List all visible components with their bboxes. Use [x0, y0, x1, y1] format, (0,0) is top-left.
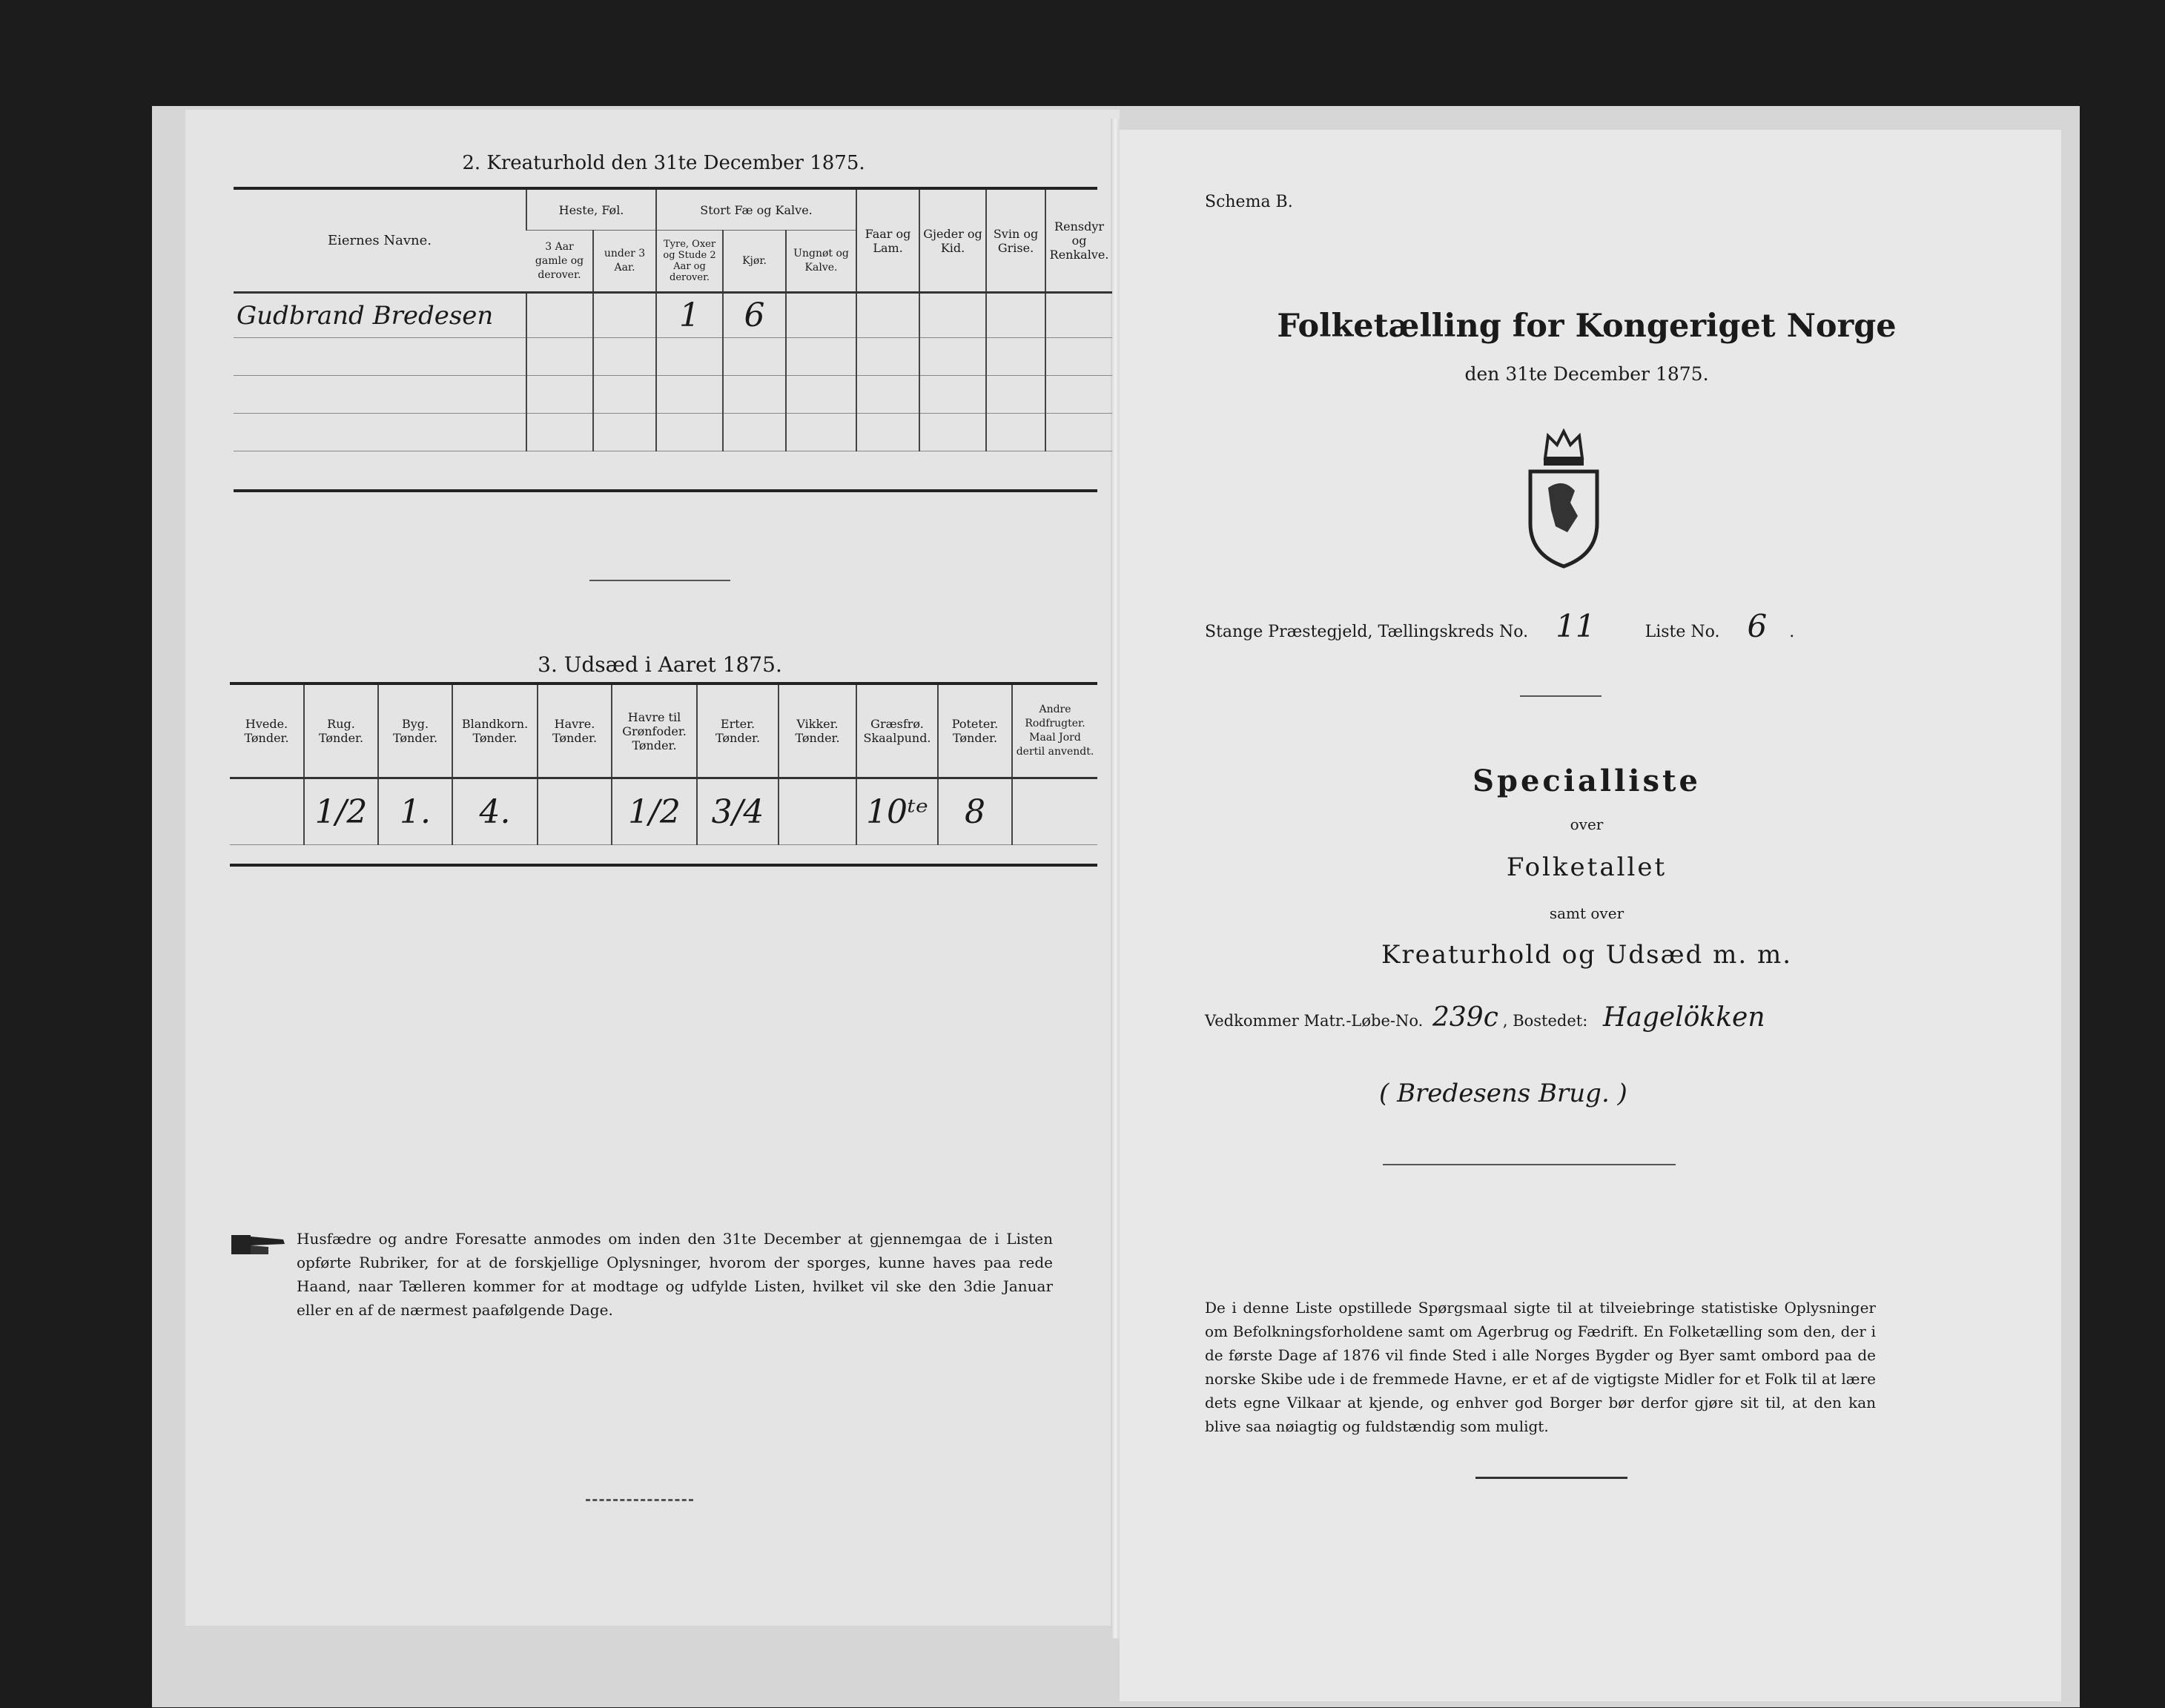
bosted-value: Hagelökken: [1603, 1002, 1765, 1033]
root-crops-header: Andre Rodfrugter. Maal Jord dertil anvendt.: [1012, 685, 1097, 778]
matr-line: [1205, 1002, 1872, 1033]
bottom-dash: [586, 1499, 693, 1501]
horses-under3-header: under 3 Aar.: [593, 231, 656, 293]
potatoes-header: Poteter. Tønder.: [938, 685, 1012, 778]
sowing-table: [230, 685, 1097, 845]
goats-header: Gjeder og Kid.: [919, 190, 986, 293]
kreds-label: Tællingskreds No.: [1378, 623, 1529, 641]
wheat-header: Hvede. Tønder.: [244, 717, 289, 745]
vetch-value: [779, 778, 856, 845]
livestock-table: [234, 190, 1112, 451]
pointing-hand-icon: [230, 1229, 289, 1259]
grass-seed-header: Græsfrø. Skaalpund.: [856, 685, 938, 778]
vetch-header: Vikker. Tønder.: [779, 685, 856, 778]
footer-rule: [1475, 1477, 1627, 1479]
parenthetical-note: ( Bredesens Brug. ): [1379, 1079, 1627, 1108]
reindeer-header: Rensdyr og Renkalve.: [1045, 190, 1112, 293]
owner-name-cell: Gudbrand Bredesen: [234, 293, 526, 338]
barley-header: Byg. Tønder.: [378, 685, 452, 778]
root-crops-value: [1012, 778, 1097, 845]
right-separator: [1520, 695, 1602, 697]
horses-3yr-header: 3 Aar gamle og derover.: [535, 240, 584, 281]
oats-header: Havre. Tønder.: [538, 685, 612, 778]
norway-lion-crest-icon: [1526, 428, 1602, 569]
grass-seed-value: 10ᵗᵉ: [856, 778, 938, 845]
horses-header: Heste, Føl.: [526, 190, 656, 231]
parish-line: Stange Præstegjeld, Tællingskreds No. 11 Liste No. 6 .: [1205, 608, 1795, 644]
oats-value: [538, 778, 612, 845]
bosted-label: , Bostedet:: [1502, 1012, 1588, 1030]
liste-label: Liste No.: [1645, 623, 1720, 641]
bulls-header: Tyre, Oxer og Stude 2 Aar og derover.: [656, 231, 723, 293]
mixed-grain-header: Blandkorn. Tønder.: [452, 685, 538, 778]
section2-title: 2. Kreaturhold den 31te December 1875.: [462, 152, 865, 174]
footer-text: De i denne Liste opstillede Spørgsmaal sigte til at tilveiebringe statistiske Oplysninger om Befolkningsforholdene samt om Agerbrug og Fædrift. En Folketælling som den, der i de første Dage af 1876 vil finde Sted i alle Norges Bygder og Byer samt ombord paa de norske Skibe ude i de fremmede Havne, er et af de vigtigste Midler for et Folk til at lære dets egne Vilkaar at kjende, og enhver god Borger bør derfor gjøre sit til, at den kan blive saa nøiagtig og fuldstændig som muligt.: [1205, 1299, 1876, 1435]
peas-header: Erter. Tønder.: [697, 685, 779, 778]
green-fodder-oats-value: 1/2: [612, 778, 697, 845]
bulls-cell: 1: [656, 293, 723, 338]
cows-cell: 6: [723, 293, 786, 338]
section2-bottom-rule: [234, 489, 1097, 492]
wheat-value: [230, 778, 304, 845]
notice-text: Husfædre og andre Foresatte anmodes om inden den 31te December at gjennemgaa de i Listen opførte Rubriker, for at de forskjellige Oplysninger, hvorom der sporges, kunne haves paa rede Haand, naar Tælleren kommer for at modtage og udfylde Listen, hvilket vil ske den 3die Januar eller en af de nærmest paafølgende Dage.: [297, 1230, 1053, 1319]
mixed-grain-value: 4.: [452, 778, 538, 845]
special-list-title: Specialliste: [1472, 764, 1701, 798]
peas-value: 3/4: [697, 778, 779, 845]
kreds-value: 11: [1556, 608, 1596, 644]
census-title: Folketælling for Kongeriget Norge: [1277, 308, 1897, 345]
potatoes-value: 8: [938, 778, 1012, 845]
parish-name: Stange Præstegjeld,: [1205, 623, 1373, 641]
rye-value: 1/2: [304, 778, 378, 845]
separator-dash: [589, 580, 730, 581]
over-label: over: [1570, 815, 1604, 833]
rye-header: Rug. Tønder.: [304, 685, 378, 778]
barley-value: 1.: [378, 778, 452, 845]
matr-label: Vedkommer Matr.-Løbe-No.: [1205, 1012, 1424, 1030]
cows-header: Kjør.: [723, 231, 786, 293]
cattle-header: Stort Fæ og Kalve.: [656, 190, 856, 231]
note-underline: [1383, 1164, 1676, 1165]
kreaturhold-label: Kreaturhold og Udsæd m. m.: [1381, 940, 1792, 970]
section3-title: 3. Udsæd i Aaret 1875.: [538, 652, 782, 677]
folketallet-label: Folketallet: [1506, 853, 1667, 882]
matr-value: 239c: [1432, 1002, 1498, 1033]
liste-value: 6: [1747, 608, 1768, 644]
sheep-header: Faar og Lam.: [856, 190, 919, 293]
young-cattle-header: Ungnøt og Kalve.: [786, 231, 856, 293]
samt-over-label: samt over: [1549, 904, 1624, 922]
pigs-header: Svin og Grise.: [986, 190, 1045, 293]
owner-name-header: Eiernes Navne.: [328, 233, 432, 248]
schema-label: Schema B.: [1205, 193, 1293, 211]
census-date: den 31te December 1875.: [1464, 363, 1709, 385]
green-fodder-oats-header: Havre til Grønfoder. Tønder.: [612, 685, 697, 778]
section3-bottom-rule: [230, 864, 1097, 867]
